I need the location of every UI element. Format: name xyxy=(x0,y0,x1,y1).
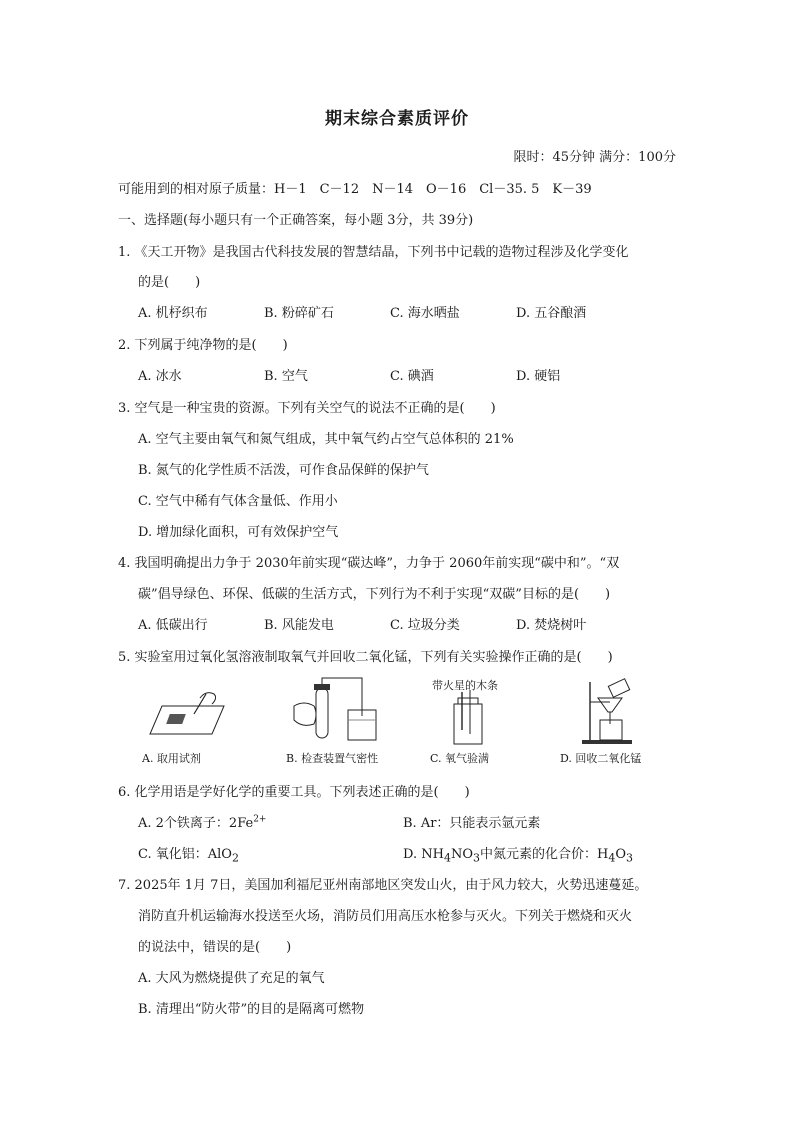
q6-option-a xyxy=(138,812,266,831)
q5-stem: 5. 实验室用过氧化氢溶液制取氧气并回收二氧化锰，下列有关实验操作正确的是( ) xyxy=(118,650,613,665)
figure-c-label: 带火星的木条 xyxy=(432,679,498,692)
q4-option-a: A. 低碳出行 xyxy=(138,618,208,633)
figure-b-caption: B. 检查装置气密性 xyxy=(286,752,379,765)
q1-option-c: C. 海水晒盐 xyxy=(390,306,460,321)
q4-stem-line1: 4. 我国明确提出力争于 2030年前实现“碳达峰”，力争于 2060年前实现“碳中和”。“双 xyxy=(118,556,620,571)
q1-option-b: B. 粉碎矿石 xyxy=(264,306,334,321)
figure-d-caption: D. 回收二氧化锰 xyxy=(560,752,642,765)
figure-d-filtration xyxy=(580,678,650,746)
q6-option-a-charge: 2+ xyxy=(253,814,267,825)
q4-stem-line2: 碳”倡导绿色、环保、低碳的生活方式，下列行为不利于实现“双碳”目标的是( ) xyxy=(138,587,611,602)
q6-d-sub2: 3 xyxy=(472,851,480,865)
q3-option-b: B. 氮气的化学性质不活泼，可作食品保鲜的保护气 xyxy=(138,463,429,478)
q6-option-d xyxy=(403,843,633,865)
q6-stem: 6. 化学用语是学好化学的重要工具。下列表述正确的是( ) xyxy=(118,785,470,800)
q4-option-d: D. 焚烧树叶 xyxy=(516,618,587,633)
time-limit: 限时：45分钟 满分：100分 xyxy=(513,150,676,165)
figure-c-oxygen-check xyxy=(440,690,500,746)
section-heading: 一、选择题(每小题只有一个正确答案，每小题 3分，共 39分) xyxy=(118,213,474,228)
q6-option-c-sub: 2 xyxy=(231,851,239,865)
q6-d-sub1: 4 xyxy=(443,851,451,865)
q1-option-a: A. 机杼织布 xyxy=(138,306,208,321)
q1-stem-line1: 1. 《天工开物》是我国古代科技发展的智慧结晶，下列书中记载的造物过程涉及化学变化 xyxy=(118,245,629,260)
page-title: 期末综合素质评价 xyxy=(325,109,469,129)
atomic-masses: 可能用到的相对原子质量：H－1 C－12 N－14 O－16 Cl－35. 5 K－39 xyxy=(118,182,592,197)
q1-option-d: D. 五谷酿酒 xyxy=(516,306,587,321)
q3-option-d: D. 增加绿化面积，可有效保护空气 xyxy=(138,525,339,540)
q6-option-c-text: C. 氧化铝：AlO xyxy=(138,847,232,862)
q6-d-sub4: 3 xyxy=(626,851,633,865)
q6-d-part4: O xyxy=(615,847,626,862)
figure-a-take-reagent xyxy=(140,686,240,738)
q1-stem-line2: 的是( ) xyxy=(138,275,201,290)
q6-option-b: B. Ar：只能表示氩元素 xyxy=(403,816,541,831)
q7-stem-line1: 7. 2025年 1月 7日，美国加利福尼亚州南部地区突发山火，由于风力较大，火势迅速蔓延。 xyxy=(118,878,648,893)
q6-option-c xyxy=(138,843,239,865)
q7-stem-line3: 的说法中，错误的是( ) xyxy=(138,940,292,955)
q2-option-a: A. 冰水 xyxy=(138,369,182,384)
q4-option-b: B. 风能发电 xyxy=(264,618,334,633)
q4-option-c: C. 垃圾分类 xyxy=(390,618,460,633)
q6-option-a-text: A. 2个铁离子：2Fe xyxy=(138,816,254,831)
q2-stem: 2. 下列属于纯净物的是( ) xyxy=(118,338,288,353)
q2-option-b: B. 空气 xyxy=(264,369,308,384)
q3-stem: 3. 空气是一种宝贵的资源。下列有关空气的说法不正确的是( ) xyxy=(118,401,496,416)
figure-c-caption: C. 氧气验满 xyxy=(430,752,490,765)
q2-option-c: C. 碘酒 xyxy=(390,369,434,384)
q7-stem-line2: 消防直升机运输海水投送至火场，消防员们用高压水枪参与灭火。下列关于燃烧和灭火 xyxy=(138,909,633,924)
figure-a-caption: A. 取用试剂 xyxy=(142,752,201,765)
q6-d-part1: D. NH xyxy=(403,847,444,862)
q3-option-a: A. 空气主要由氧气和氮气组成，其中氧气约占空气总体积的 21% xyxy=(138,432,514,447)
q3-option-c: C. 空气中稀有气体含量低、作用小 xyxy=(138,494,338,509)
q7-option-a: A. 大风为燃烧提供了充足的氧气 xyxy=(138,971,325,986)
q6-d-part2: NO xyxy=(450,847,473,862)
q7-option-b: B. 清理出“防火带”的目的是隔离可燃物 xyxy=(138,1002,365,1017)
q2-option-d: D. 硬铝 xyxy=(516,369,561,384)
figure-b-airtightness xyxy=(288,676,388,746)
q6-d-part3: 中氮元素的化合价：H xyxy=(479,847,609,862)
q6-d-sub3: 4 xyxy=(608,851,616,865)
